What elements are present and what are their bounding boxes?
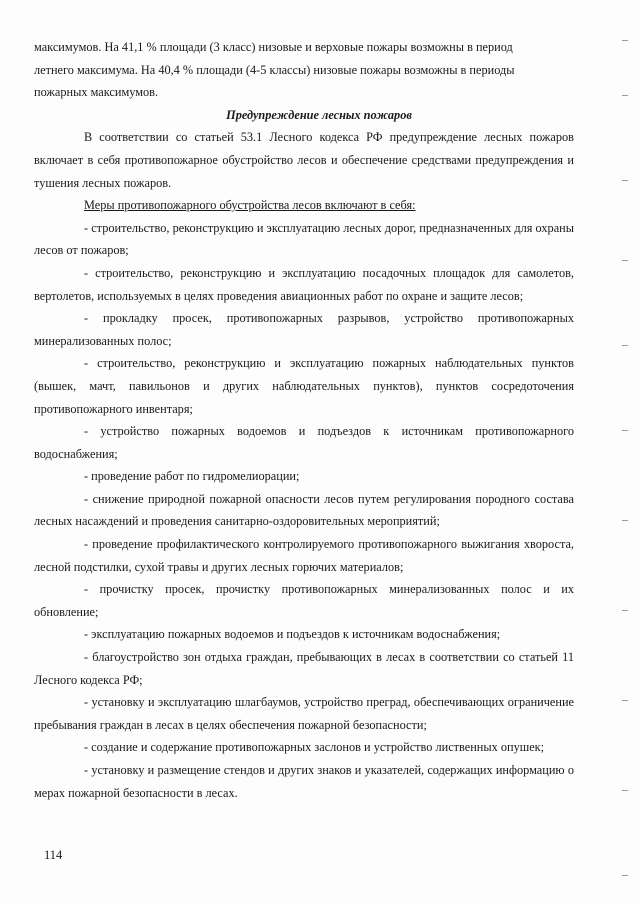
list-item: - прокладку просек, противопожарных разрывов, устройство противопожарных минерализованных полос;: [34, 311, 574, 348]
list-item: - проведение работ по гидромелиорации;: [84, 469, 300, 484]
scan-mark: [622, 700, 628, 701]
measures-title: Меры противопожарного обустройства лесов включают в себя:: [84, 198, 416, 213]
list-item: - строительство, реконструкцию и эксплуатацию посадочных площадок для самолетов, вертолетов, используемых в целях проведения авиационных работ по охране и защите лесов;: [34, 265, 574, 303]
scan-mark: [622, 610, 628, 611]
list-item: - эксплуатацию пожарных водоемов и подъездов к источникам водоснабжения;: [84, 627, 501, 642]
list-item: - установку и эксплуатацию шлагбаумов, устройство преград, обеспечивающих ограничение пребывания граждан в лесах в целях обеспечения пожарной безопасности;: [34, 695, 574, 732]
scan-mark: [622, 345, 628, 346]
list-item: - создание и содержание противопожарных заслонов и устройство лиственных опушек;: [84, 740, 545, 755]
intro-line: летнего максимума. На 40,4 % площади (4-5 классы) низовые пожары возможны в периоды: [34, 62, 515, 77]
list-item: - установку и размещение стендов и других знаков и указателей, содержащих информацию о мерах пожарной безопасности в лесах.: [34, 763, 574, 800]
list-item: - устройство пожарных водоемов и подъездов к источникам противопожарного водоснабжения;: [34, 424, 574, 461]
scan-mark: [622, 430, 628, 431]
intro-line: пожарных максимумов.: [34, 85, 159, 100]
paragraph: В соответствии со статьей 53.1 Лесного кодекса РФ предупреждение лесных пожаров включает в себя противопожарное обустройство лесов и обеспечение средствами предупреждения и тушения лесных пожаров.: [34, 130, 574, 190]
list-item: - строительство, реконструкцию и эксплуатацию лесных дорог, предназначенных для охраны лесов от пожаров;: [34, 220, 574, 258]
scan-mark: [622, 520, 628, 521]
scan-mark: [622, 180, 628, 181]
list-item: - благоустройство зон отдыха граждан, пребывающих в лесах в соответствии со статьей 11 Лесного кодекса РФ;: [34, 650, 574, 687]
scan-mark: [622, 875, 628, 876]
list-item: - строительство, реконструкцию и эксплуатацию пожарных наблюдательных пунктов (вышек, мачт, павильонов и других наблюдательных пунктов), пунктов сосредоточения противопожарного инвентаря;: [34, 356, 574, 416]
page-number: 114: [44, 848, 63, 862]
scan-mark: [622, 260, 628, 261]
page-body: [34, 36, 574, 804]
intro-line: максимумов. На 41,1 % площади (3 класс) низовые и верховые пожары возможны в период: [34, 40, 513, 54]
list-item: - снижение природной пожарной опасности лесов путем регулирования породного состава лесных насаждений и проведения санитарно-оздоровительных мероприятий;: [34, 491, 574, 529]
scan-edge-marks: [616, 0, 628, 905]
scan-mark: [622, 790, 628, 791]
section-heading: Предупреждение лесных пожаров: [226, 107, 412, 122]
scan-mark: [622, 95, 628, 96]
list-item: - прочистку просек, прочистку противопожарных минерализованных полос и их обновление;: [34, 582, 574, 619]
list-item: - проведение профилактического контролируемого противопожарного выжигания хвороста, лесной подстилки, сухой травы и других лесных горючих материалов;: [34, 537, 574, 574]
scan-mark: [622, 40, 628, 41]
